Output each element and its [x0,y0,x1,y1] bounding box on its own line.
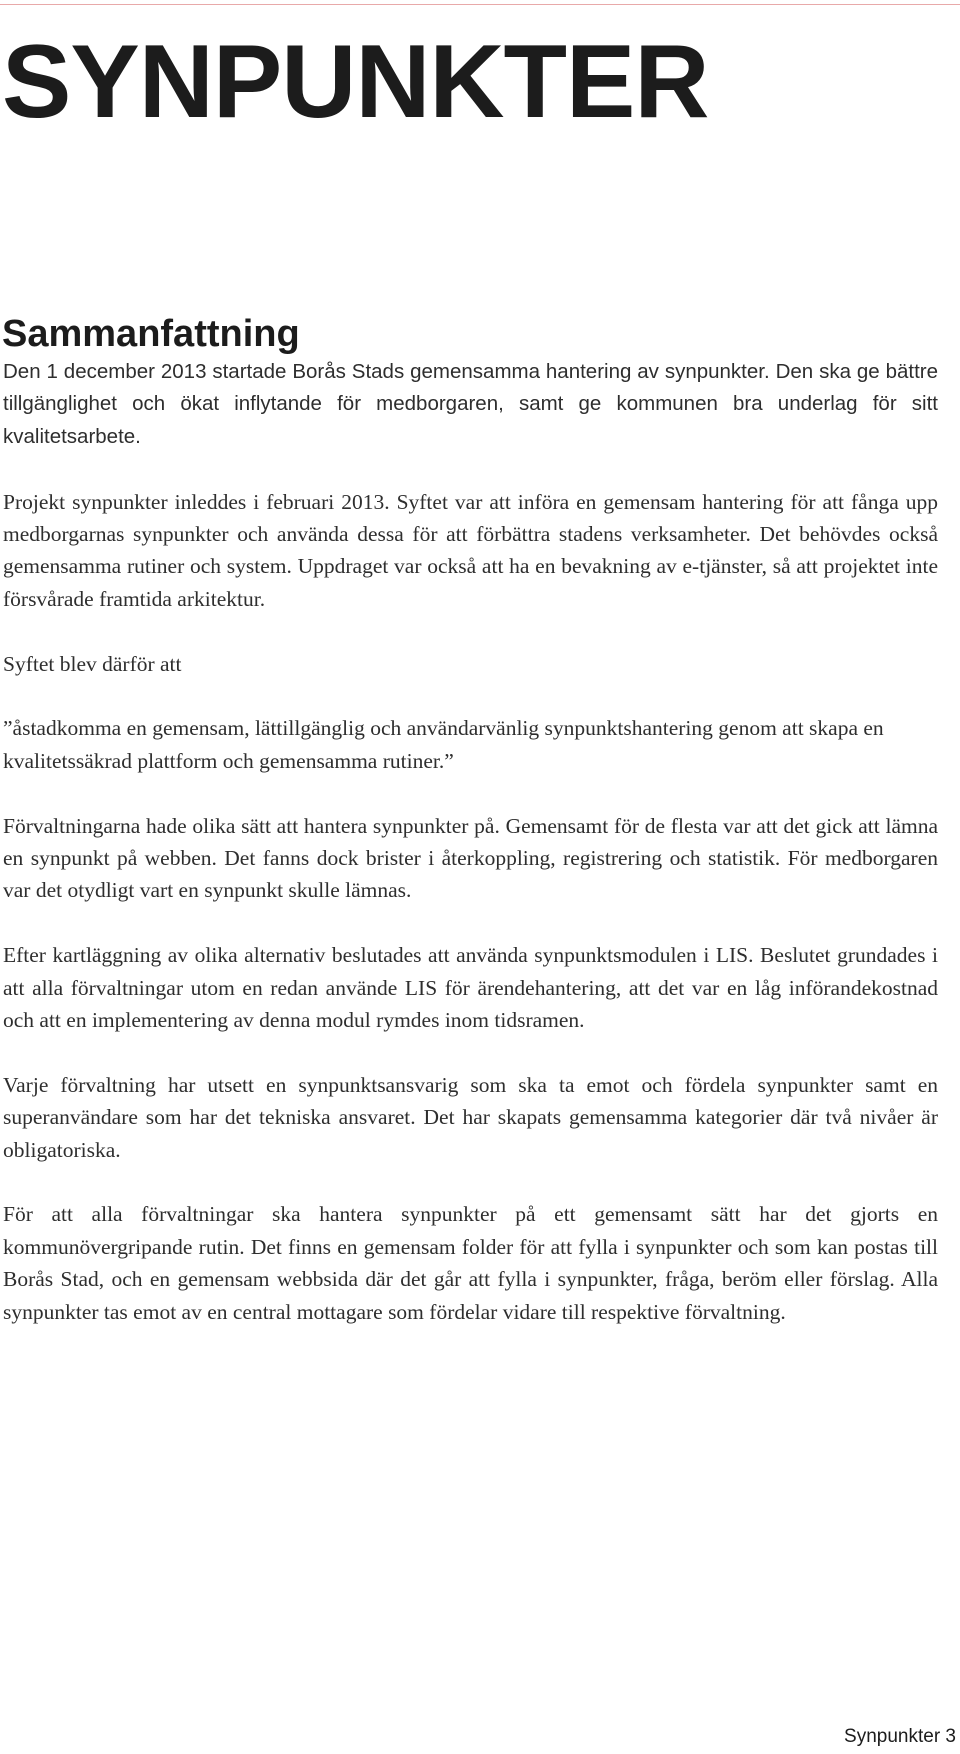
paragraph-intro: Den 1 december 2013 startade Borås Stads gemensamma hantering av synpunkter. Den ska ge bättre tillgänglighet och ökat inflytande för medborgaren, samt ge kommunen bra underlag för sitt kvalitetsarbete. [3,360,938,448]
page-title: SYNPUNKTER [2,24,709,140]
paragraph-decision: Efter kartläggning av olika alternativ beslutades att använda synpunktsmodulen i LIS. Beslutet grundades i att alla förvaltningar utom en redan använde LIS för ärendehantering, att det var en låg införandekostnad och att en implementering av denna modul rymdes inom tidsramen. [3,943,938,1033]
section-heading: Sammanfattning [2,313,300,355]
paragraph-purpose-lead: Syftet blev därför att [3,651,182,676]
paragraph-departments: Förvaltningarna hade olika sätt att hantera synpunkter på. Gemensamt för de flesta var att det gick att lämna en synpunkt på webben. Det fanns dock brister i återkoppling, registrering och statistik. För medborgaren var det otydligt vart en synpunkt skulle lämnas. [3,813,938,903]
top-divider [0,4,960,5]
paragraph-purpose-quote: ”åstadkomma en gemensam, lättillgänglig och användarvänlig synpunktshantering genom att skapa en kvalitetssäkrad plattform och gemensamma rutiner.” [3,716,884,773]
paragraph-project: Projekt synpunkter inleddes i februari 2013. Syftet var att införa en gemensam hantering för att fånga upp medborgarnas synpunkter och använda dessa för att förbättra stadens verksamheter. Det behövdes också gemensamma rutiner och system. Uppdraget var också att ha en bevakning av e-tjänster, så att projektet inte försvårade framtida arkitektur. [3,489,938,611]
section-body [3,356,938,1328]
page-footer: Synpunkter 3 [844,1726,956,1747]
paragraph-roles: Varje förvaltning har utsett en synpunktsansvarig som ska ta emot och fördela synpunkter samt en superanvändare som har det tekniska ansvaret. Det har skapats gemensamma kategorier där två nivåer är obligatoriska. [3,1072,938,1162]
paragraph-routine: För att alla förvaltningar ska hantera synpunkter på ett gemensamt sätt har det gjorts en kommunövergripande rutin. Det finns en gemensam folder för att fylla i synpunkter och som kan postas till Borås Stad, och en gemensam webbsida där det går att fylla i synpunkter, fråga, beröm eller förslag. Alla synpunkter tas emot av en central mottagare som fördelar vidare till respektive förvaltning. [3,1202,938,1324]
